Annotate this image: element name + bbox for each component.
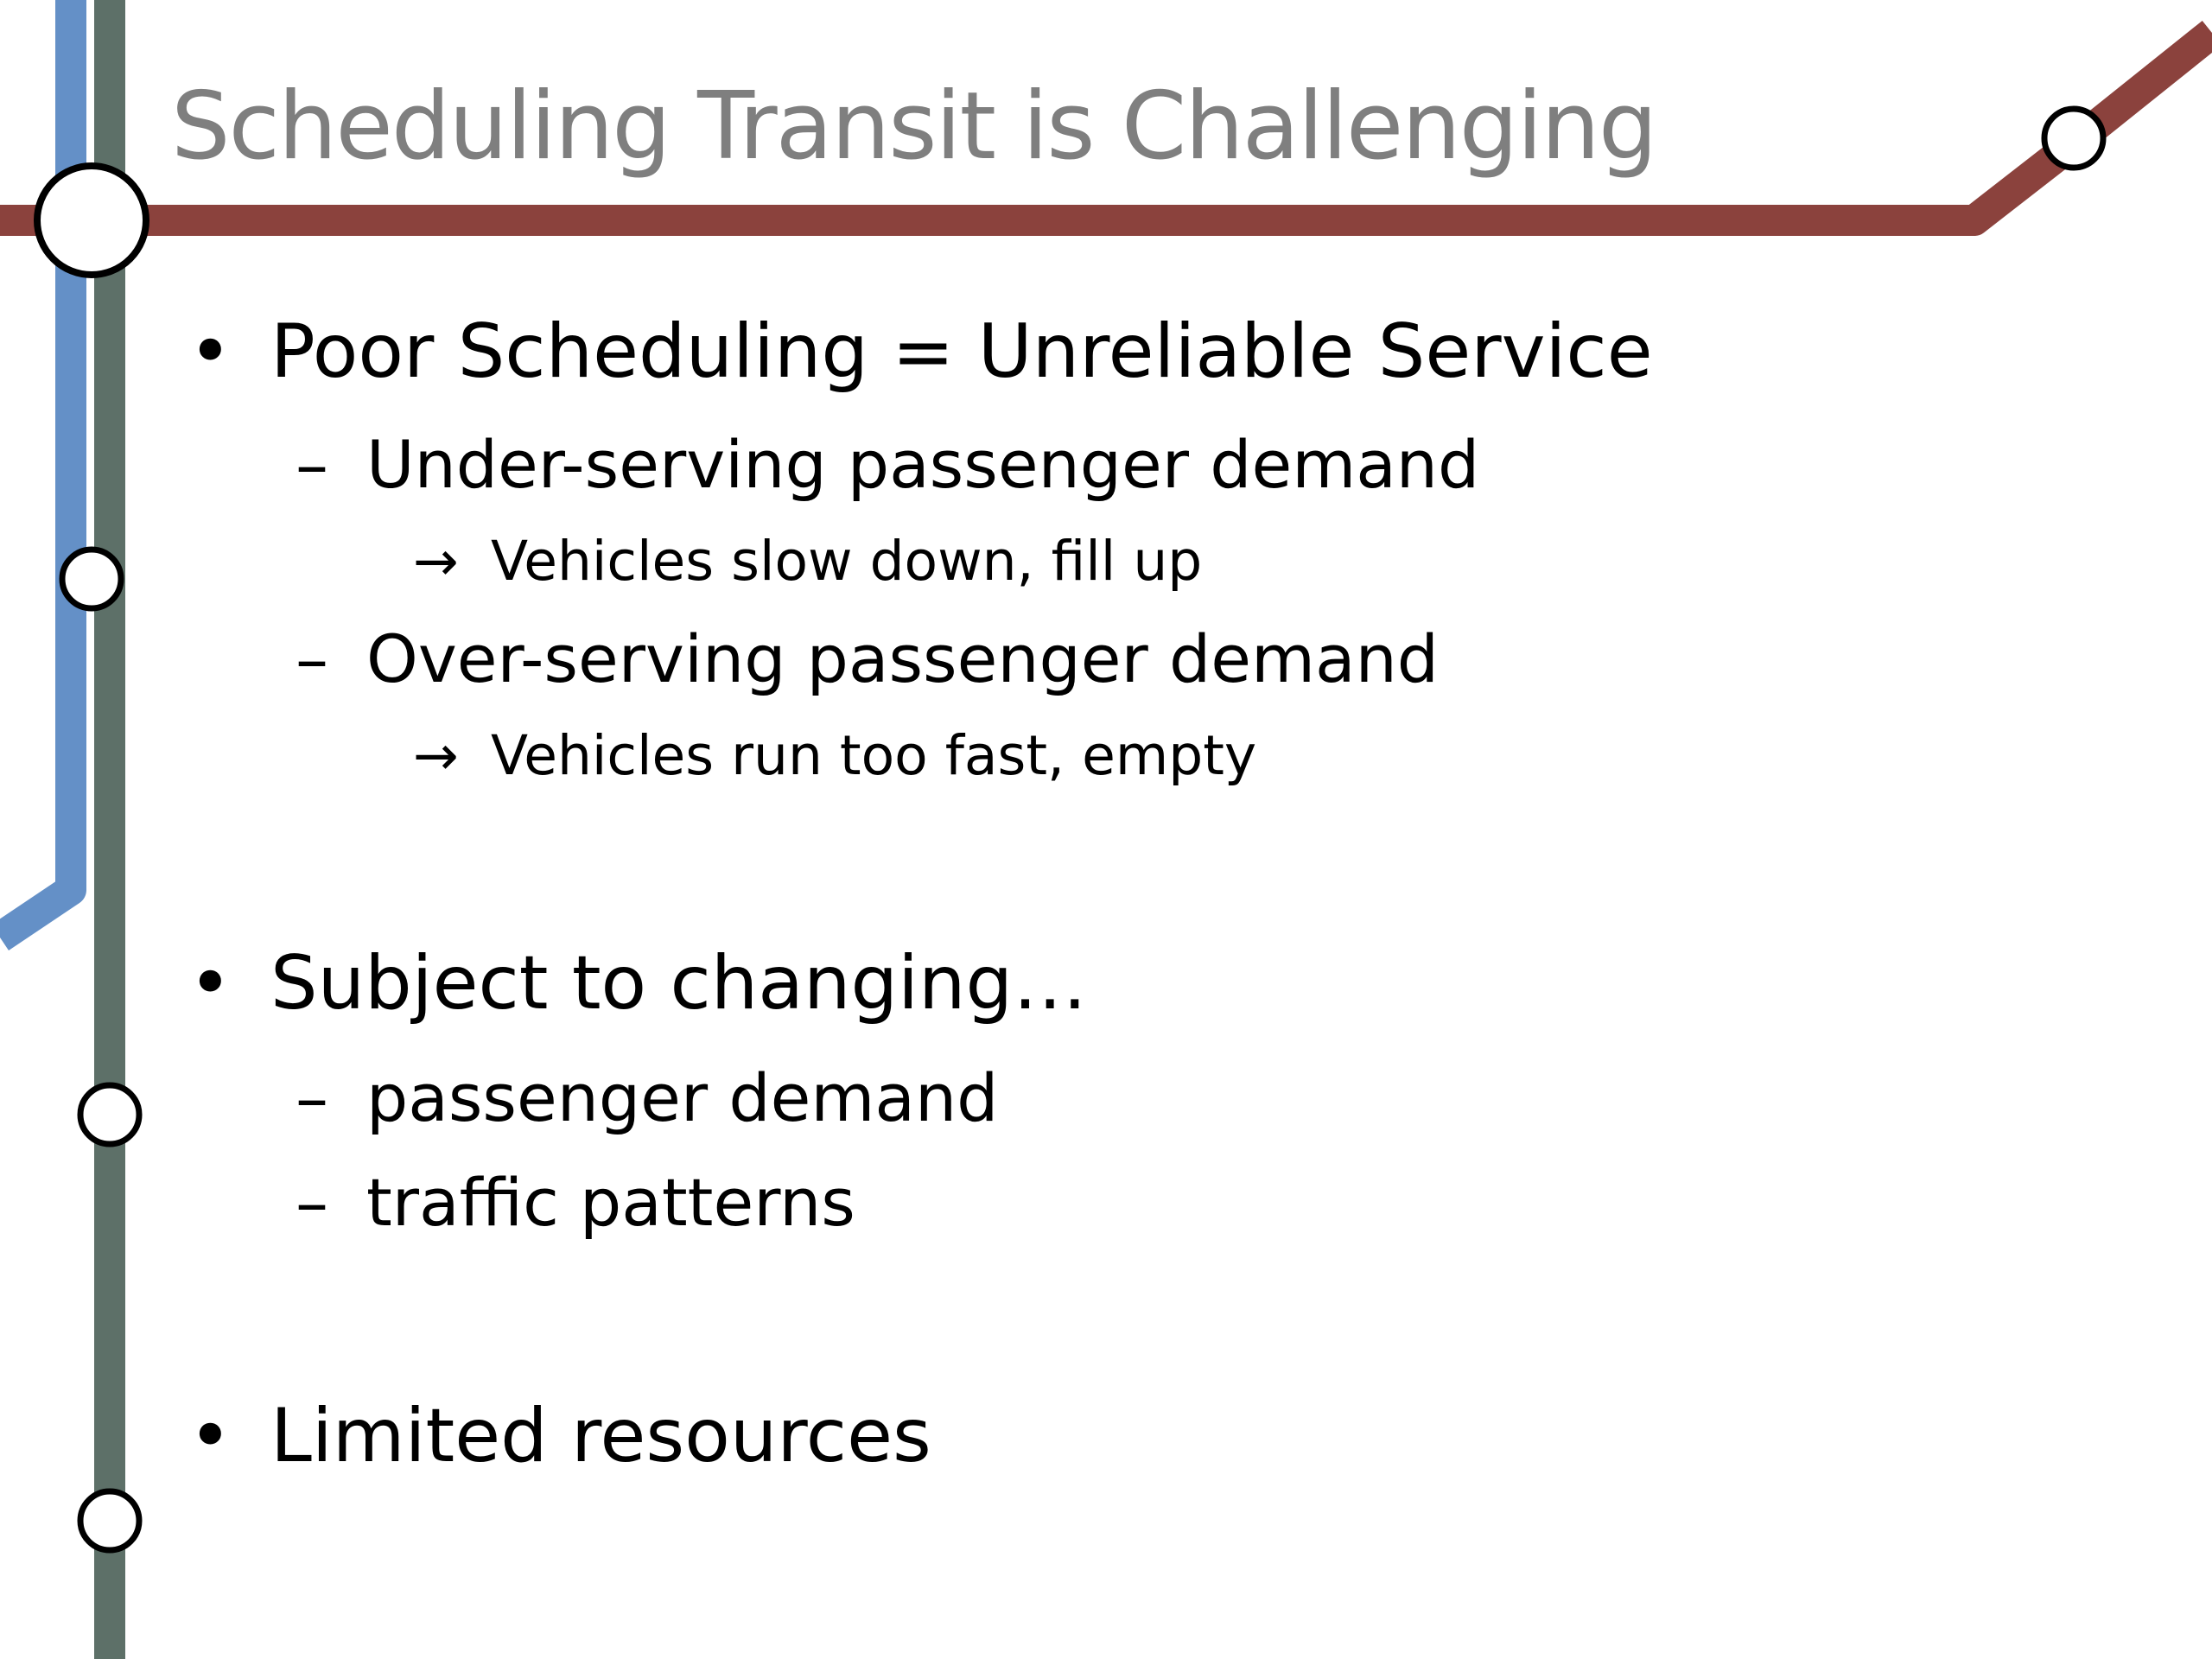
arrow-icon: →: [413, 724, 459, 787]
bullet-text: Poor Scheduling = Unreliable Service: [270, 308, 1653, 395]
bullet-text: Subject to changing…: [270, 940, 1088, 1027]
bullet-text: Limited resources: [270, 1393, 931, 1479]
slide-title: Scheduling Transit is Challenging: [171, 73, 1656, 181]
result-text: Vehicles run too fast, empty: [491, 724, 1257, 787]
result-text: Vehicles slow down, fill up: [491, 530, 1203, 593]
dash-marker: –: [296, 426, 328, 503]
sub-bullet-text: Over-serving passenger demand: [366, 620, 1439, 697]
sub-bullet-text: traffic patterns: [366, 1164, 855, 1241]
dash-marker: –: [296, 1059, 328, 1136]
arrow-icon: →: [413, 530, 459, 593]
bullet-marker: •: [188, 308, 232, 395]
sub-bullet-text: Under-serving passenger demand: [366, 426, 1480, 503]
bullet-marker: •: [188, 1393, 232, 1479]
dash-marker: –: [296, 1164, 328, 1241]
bullet-marker: •: [188, 940, 232, 1027]
sub-bullet-text: passenger demand: [366, 1059, 999, 1136]
dash-marker: –: [296, 620, 328, 697]
